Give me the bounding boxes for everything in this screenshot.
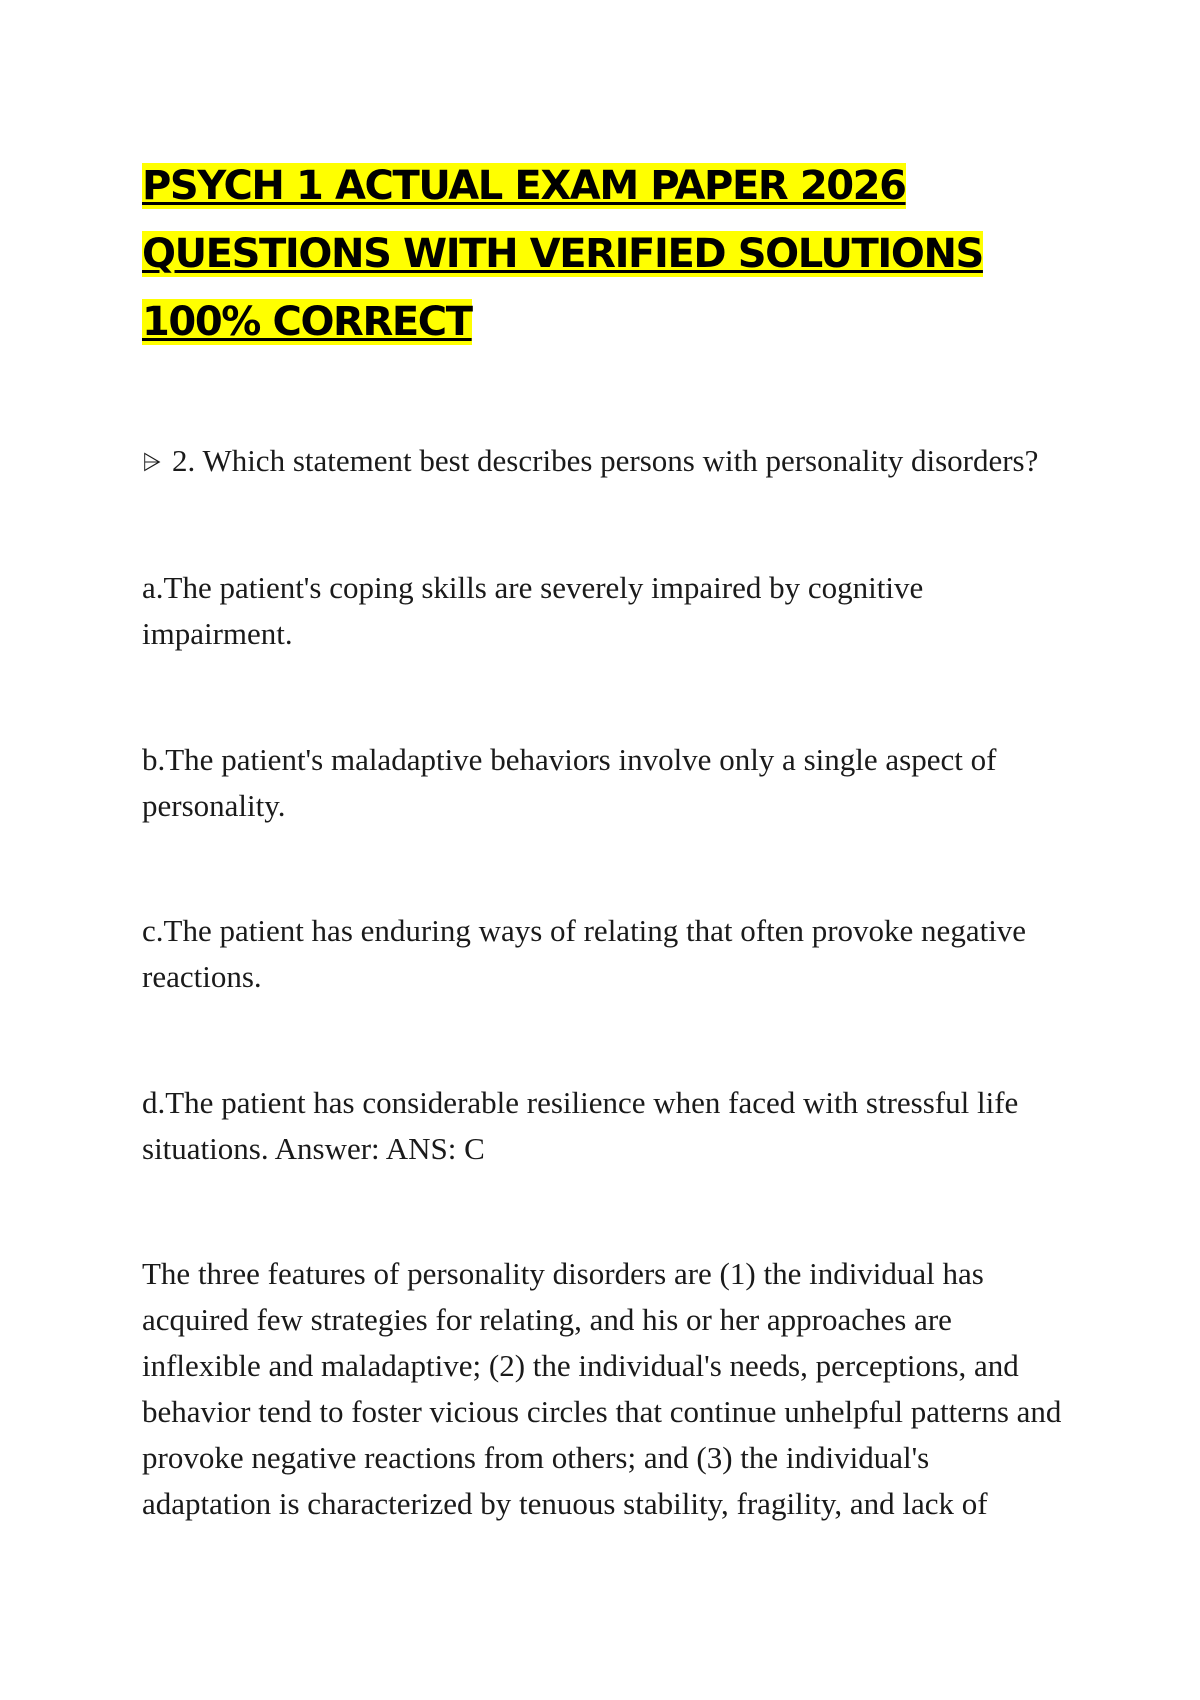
question <box>142 438 1102 485</box>
document-title-text: PSYCH 1 ACTUAL EXAM PAPER 2026 QUESTIONS WITH VERIFIED SOLUTIONS 100% CORRECT <box>142 163 983 345</box>
option-d: d.The patient has considerable resilience when faced with stressful life situations. Answer: ANS: C <box>142 1085 1019 1166</box>
question-marker-icon: ⩥ <box>142 448 162 476</box>
option-a: a.The patient's coping skills are severely impaired by cognitive impairment. <box>142 570 924 651</box>
document-title <box>142 152 1102 356</box>
answer-explanation: The three features of personality disorders are (1) the individual has acquired few strategies for relating, and his or her approaches are inflexible and maladaptive; (2) the individual's needs, perceptions, and behavior tend to foster vicious circles that continue unhelpful patterns and provoke negative reactions from others; and (3) the individual's adaptation is characterized by tenuous stability, fragility, and lack of <box>142 1256 1062 1521</box>
option-c: c.The patient has enduring ways of relating that often provoke negative reactions. <box>142 913 1027 994</box>
option-b: b.The patient's maladaptive behaviors involve only a single aspect of personality. <box>142 742 997 823</box>
question-text: 2. Which statement best describes persons with personality disorders? <box>172 443 1039 478</box>
